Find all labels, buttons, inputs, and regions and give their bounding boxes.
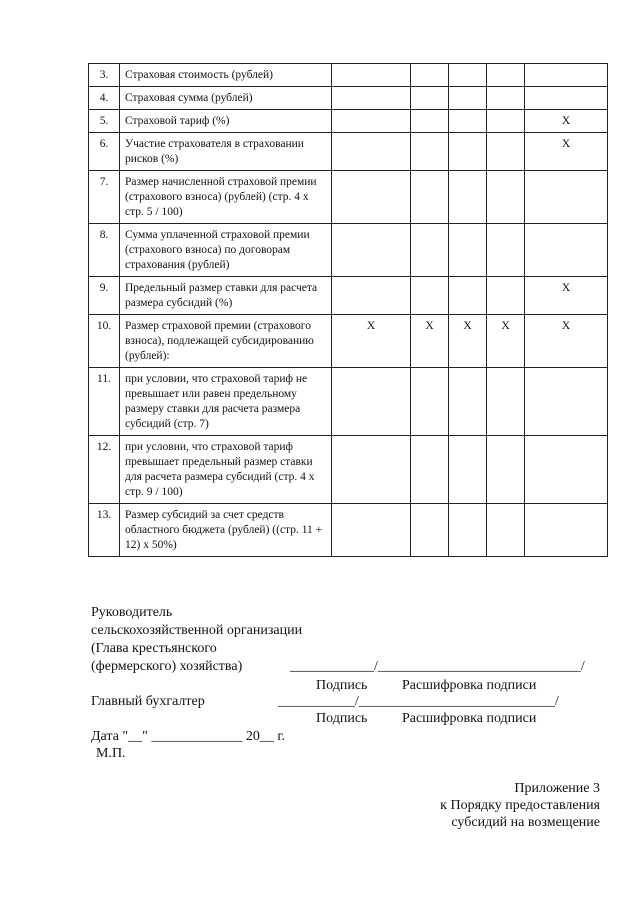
row-cell xyxy=(332,436,411,504)
row-label: Размер страховой премии (страхового взноса), подлежащей субсидированию (рублей): xyxy=(120,315,332,368)
row-cell xyxy=(449,171,487,224)
row-cell xyxy=(411,277,449,315)
row-cell xyxy=(525,504,608,557)
appendix-line3: субсидий на возмещение xyxy=(451,815,600,830)
row-cell xyxy=(449,64,487,87)
table-row xyxy=(89,224,608,277)
row-cell xyxy=(411,133,449,171)
row-cell xyxy=(332,87,411,110)
row-cell xyxy=(487,224,525,277)
row-cell xyxy=(332,277,411,315)
table-row xyxy=(89,436,608,504)
row-cell xyxy=(525,436,608,504)
row-cell: Х xyxy=(525,110,608,133)
row-number: 6. xyxy=(89,133,120,171)
row-cell xyxy=(332,224,411,277)
table-row xyxy=(89,315,608,368)
row-cell xyxy=(411,224,449,277)
appendix-line1: Приложение 3 xyxy=(514,781,600,796)
head-caption-signature: Подпись xyxy=(316,678,368,693)
stamp-label: М.П. xyxy=(96,746,126,761)
row-cell xyxy=(332,133,411,171)
row-cell xyxy=(449,368,487,436)
row-cell: Х xyxy=(487,315,525,368)
row-cell: Х xyxy=(411,315,449,368)
table-row xyxy=(89,277,608,315)
accountant-signature-field: ___________/____________________________/ xyxy=(278,694,559,709)
row-label: Участие страхователя в страховании рисков (%) xyxy=(120,133,332,171)
head-title-line2: сельскохозяйственной организации xyxy=(91,623,303,638)
row-label: Страховая стоимость (рублей) xyxy=(120,64,332,87)
row-label: Страховой тариф (%) xyxy=(120,110,332,133)
row-cell xyxy=(487,64,525,87)
table-body xyxy=(89,64,608,557)
table-row xyxy=(89,171,608,224)
date-line: Дата "__" _____________ 20__ г. xyxy=(91,729,285,744)
row-cell xyxy=(332,110,411,133)
row-number: 11. xyxy=(89,368,120,436)
head-title-line3: (Глава крестьянского xyxy=(91,641,217,656)
row-cell xyxy=(449,504,487,557)
row-cell xyxy=(487,110,525,133)
row-cell: Х xyxy=(332,315,411,368)
row-cell xyxy=(411,368,449,436)
form-table xyxy=(88,63,608,557)
table-row xyxy=(89,87,608,110)
row-cell xyxy=(487,368,525,436)
row-cell xyxy=(449,87,487,110)
row-cell xyxy=(411,171,449,224)
row-cell xyxy=(487,133,525,171)
row-cell xyxy=(449,436,487,504)
row-cell xyxy=(525,224,608,277)
table-row xyxy=(89,368,608,436)
row-cell: Х xyxy=(525,315,608,368)
row-number: 12. xyxy=(89,436,120,504)
row-number: 7. xyxy=(89,171,120,224)
row-number: 10. xyxy=(89,315,120,368)
row-cell xyxy=(487,277,525,315)
row-cell xyxy=(411,87,449,110)
row-cell xyxy=(332,171,411,224)
row-cell xyxy=(449,224,487,277)
row-cell xyxy=(332,504,411,557)
row-cell xyxy=(411,504,449,557)
row-cell xyxy=(525,368,608,436)
row-cell xyxy=(525,171,608,224)
appendix-line2: к Порядку предоставления xyxy=(440,798,600,813)
row-cell xyxy=(332,368,411,436)
accountant-label: Главный бухгалтер xyxy=(91,694,205,709)
row-cell xyxy=(525,64,608,87)
accountant-caption-decoding: Расшифровка подписи xyxy=(402,711,537,726)
row-cell xyxy=(411,436,449,504)
row-label: Размер начисленной страховой премии (страхового взноса) (рублей) (стр. 4 х стр. 5 / 100) xyxy=(120,171,332,224)
row-cell xyxy=(487,504,525,557)
row-number: 5. xyxy=(89,110,120,133)
row-cell: Х xyxy=(449,315,487,368)
row-label: при условии, что страховой тариф не превышает или равен предельному размеру ставки для расчета размера субсидий (стр. 7) xyxy=(120,368,332,436)
row-number: 13. xyxy=(89,504,120,557)
row-cell xyxy=(525,87,608,110)
head-title-line1: Руководитель xyxy=(91,605,173,620)
head-caption-decoding: Расшифровка подписи xyxy=(402,678,537,693)
row-label: Предельный размер ставки для расчета размера субсидий (%) xyxy=(120,277,332,315)
row-cell xyxy=(411,110,449,133)
row-number: 4. xyxy=(89,87,120,110)
accountant-caption-signature: Подпись xyxy=(316,711,368,726)
row-label: при условии, что страховой тариф превышает предельный размер ставки для расчета размера субсидий (стр. 4 х стр. 9 / 100) xyxy=(120,436,332,504)
row-number: 9. xyxy=(89,277,120,315)
row-cell: Х xyxy=(525,277,608,315)
table-row xyxy=(89,504,608,557)
table-row xyxy=(89,110,608,133)
row-label: Страховая сумма (рублей) xyxy=(120,87,332,110)
row-cell xyxy=(449,277,487,315)
row-cell xyxy=(411,64,449,87)
row-cell xyxy=(449,133,487,171)
row-cell xyxy=(487,436,525,504)
row-label: Сумма уплаченной страховой премии (страхового взноса) по договорам страхования (рублей) xyxy=(120,224,332,277)
row-cell xyxy=(487,171,525,224)
row-cell xyxy=(449,110,487,133)
row-number: 3. xyxy=(89,64,120,87)
table-row xyxy=(89,64,608,87)
row-cell xyxy=(332,64,411,87)
head-title-line4: (фермерского) хозяйства) xyxy=(91,659,243,674)
row-label: Размер субсидий за счет средств областного бюджета (рублей) ((стр. 11 + 12) х 50%) xyxy=(120,504,332,557)
table-row xyxy=(89,133,608,171)
row-number: 8. xyxy=(89,224,120,277)
head-signature-field: ____________/_____________________________/ xyxy=(290,659,585,674)
row-cell xyxy=(487,87,525,110)
row-cell: Х xyxy=(525,133,608,171)
